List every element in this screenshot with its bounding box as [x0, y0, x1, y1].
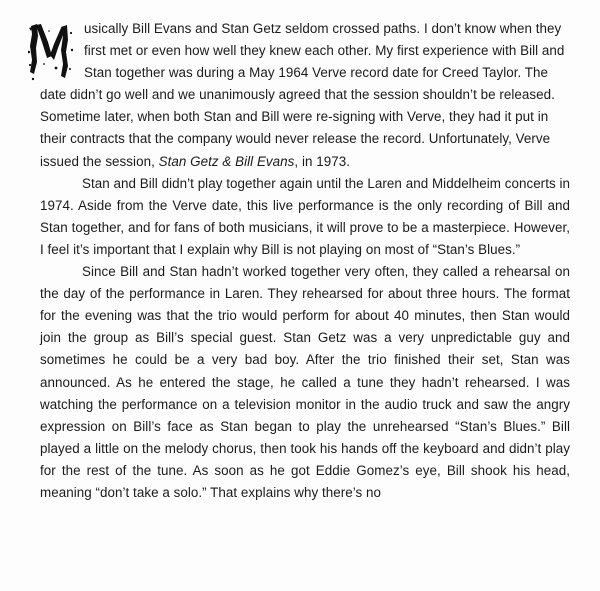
paragraph-1-text-b: , in 1973. [294, 153, 351, 169]
paragraph-2: Stan and Bill didn’t play together again until the Laren and Middelheim concerts in 1974. Aside from the Verve date, this live performance is the only recording of Bill and Stan together, and for fans of both musicians, it will prove to be a masterpiece. However, I feel it’s important that I explain why Bill is not playing on most of “Stan’s Blues.” [40, 175, 571, 257]
paragraph-1-text-a: usically Bill Evans and Stan Getz seldom crossed paths. I don’t know when they first met or even how well they knew each other. My first experience with Bill and Stan together was during a May 1964 Verve record date for Creed Taylor. The date didn’t go well and we unanimously agreed that the session shouldn’t be released. Sometime later, when both Stan and Bill were re-signing with Verve, they had it put in their contracts that the company would never release the record. Unfortunately, Verve issued the session, [40, 21, 565, 169]
dropcap-m-icon [28, 22, 78, 82]
album-title: Stan Getz & Bill Evans [158, 153, 295, 169]
paragraph-1 [40, 18, 570, 173]
paragraph-3: Since Bill and Stan hadn’t worked together very often, they called a rehearsal on the day of the performance in Laren. They rehearsed for about three hours. The format for the evening was that the trio would perform for about 40 minutes, then Stan would join the group as Bill’s special guest. Stan Getz was a very unpredictable guy and sometimes he could be a very bad boy. After the trio finished their set, Stan was announced. As he entered the stage, he called a tune they hadn’t rehearsed. I was watching the performance on a television monitor in the audio truck and saw the angry expression on Bill’s face as Stan began to play the unrehearsed “Stan’s Blues.” Bill played a little on the melody chorus, then took his hands off the keyboard and didn’t play for the rest of the tune. As soon as he got Eddie Gomez’s eye, Bill shook his head, meaning “don’t take a solo.” That explains why there’s no [40, 264, 570, 500]
liner-notes-text [40, 18, 570, 504]
